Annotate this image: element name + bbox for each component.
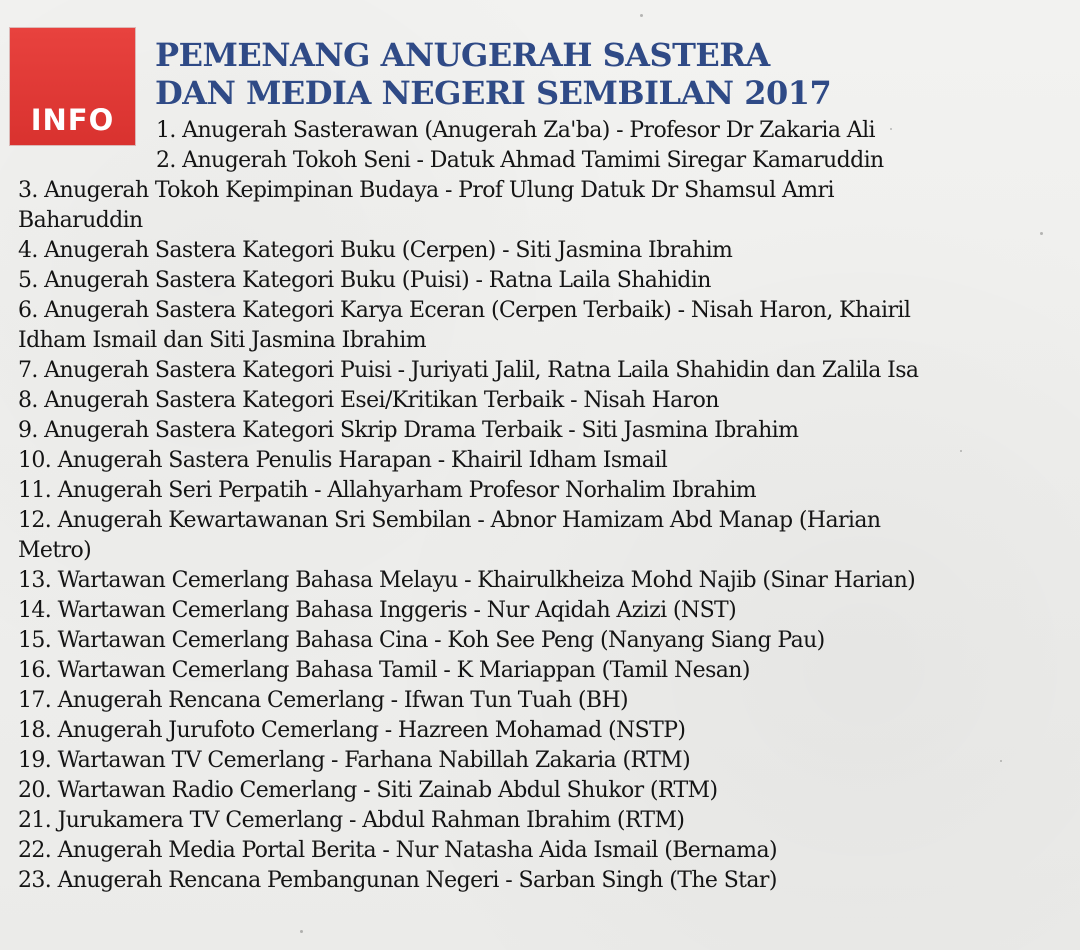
heading-line-1: PEMENANG ANUGERAH SASTERA: [155, 36, 770, 74]
winner-item: [18, 506, 1068, 566]
winner-text: 5. Anugerah Sastera Kategori Buku (Puisi) - Ratna Laila Shahidin: [18, 268, 711, 293]
winner-item: [18, 296, 1068, 356]
paper-speck: [300, 930, 303, 933]
winner-text: 21. Jurukamera TV Cemerlang - Abdul Rahman Ibrahim (RTM): [18, 808, 685, 833]
winner-item: [18, 626, 1068, 656]
winner-text-continued: Idham Ismail dan Siti Jasmina Ibrahim: [18, 328, 426, 353]
winner-item: [18, 596, 1068, 626]
winner-text: 19. Wartawan TV Cemerlang - Farhana Nabillah Zakaria (RTM): [18, 748, 691, 773]
winner-text: 17. Anugerah Rencana Cemerlang - Ifwan Tun Tuah (BH): [18, 688, 629, 713]
winner-text: 11. Anugerah Seri Perpatih - Allahyarham Profesor Norhalim Ibrahim: [18, 478, 757, 503]
winner-item: [18, 116, 1068, 146]
winner-text: 4. Anugerah Sastera Kategori Buku (Cerpen) - Siti Jasmina Ibrahim: [18, 238, 733, 263]
paper-speck: [1000, 760, 1002, 762]
winner-item: [18, 716, 1068, 746]
winner-item: [18, 566, 1068, 596]
winner-item: [18, 146, 1068, 176]
winner-text: 2. Anugerah Tokoh Seni - Datuk Ahmad Tamimi Siregar Kamaruddin: [156, 148, 884, 173]
winner-text: 22. Anugerah Media Portal Berita - Nur Natasha Aida Ismail (Bernama): [18, 838, 777, 863]
winner-text: 23. Anugerah Rencana Pembangunan Negeri - Sarban Singh (The Star): [18, 868, 777, 893]
article-heading: [155, 36, 1055, 112]
paper-speck: [1040, 232, 1043, 235]
winner-item: [18, 176, 1068, 236]
winner-item: [18, 446, 1068, 476]
winner-item: [18, 746, 1068, 776]
heading-line-2: DAN MEDIA NEGERI SEMBILAN 2017: [155, 74, 832, 112]
winner-item: [18, 356, 1068, 386]
winner-item: [18, 776, 1068, 806]
winner-text: 10. Anugerah Sastera Penulis Harapan - Khairil Idham Ismail: [18, 448, 668, 473]
winner-text: 20. Wartawan Radio Cemerlang - Siti Zainab Abdul Shukor (RTM): [18, 778, 718, 803]
winners-list: [18, 116, 1068, 896]
winner-text: 14. Wartawan Cemerlang Bahasa Inggeris - Nur Aqidah Azizi (NST): [18, 598, 737, 623]
winner-text: 9. Anugerah Sastera Kategori Skrip Drama Terbaik - Siti Jasmina Ibrahim: [18, 418, 799, 443]
winner-text: 3. Anugerah Tokoh Kepimpinan Budaya - Prof Ulung Datuk Dr Shamsul Amri: [18, 178, 834, 203]
winner-text: 13. Wartawan Cemerlang Bahasa Melayu - Khairulkheiza Mohd Najib (Sinar Harian): [18, 568, 916, 593]
paper-speck: [890, 128, 892, 130]
winner-item: [18, 416, 1068, 446]
winner-item: [18, 686, 1068, 716]
winner-text-continued: Metro): [18, 538, 92, 563]
info-badge-label: INFO: [30, 103, 115, 137]
winner-text: 6. Anugerah Sastera Kategori Karya Eceran (Cerpen Terbaik) - Nisah Haron, Khairil: [18, 298, 911, 323]
winner-text: 18. Anugerah Jurufoto Cemerlang - Hazreen Mohamad (NSTP): [18, 718, 686, 743]
winner-item: [18, 836, 1068, 866]
winner-item: [18, 236, 1068, 266]
winner-text: 15. Wartawan Cemerlang Bahasa Cina - Koh See Peng (Nanyang Siang Pau): [18, 628, 825, 653]
winner-item: [18, 656, 1068, 686]
winner-text: 16. Wartawan Cemerlang Bahasa Tamil - K Mariappan (Tamil Nesan): [18, 658, 750, 683]
winner-item: [18, 866, 1068, 896]
winner-text-continued: Baharuddin: [18, 208, 143, 233]
winner-item: [18, 266, 1068, 296]
winner-text: 8. Anugerah Sastera Kategori Esei/Kritikan Terbaik - Nisah Haron: [18, 388, 719, 413]
winner-item: [18, 386, 1068, 416]
winner-item: [18, 476, 1068, 506]
winner-item: [18, 806, 1068, 836]
winner-text: 12. Anugerah Kewartawanan Sri Sembilan - Abnor Hamizam Abd Manap (Harian: [18, 508, 881, 533]
paper-speck: [960, 450, 962, 452]
paper-speck: [640, 14, 643, 17]
winner-text: 1. Anugerah Sasterawan (Anugerah Za'ba) - Profesor Dr Zakaria Ali: [156, 118, 875, 143]
winner-text: 7. Anugerah Sastera Kategori Puisi - Juriyati Jalil, Ratna Laila Shahidin dan Zalila Isa: [18, 358, 919, 383]
